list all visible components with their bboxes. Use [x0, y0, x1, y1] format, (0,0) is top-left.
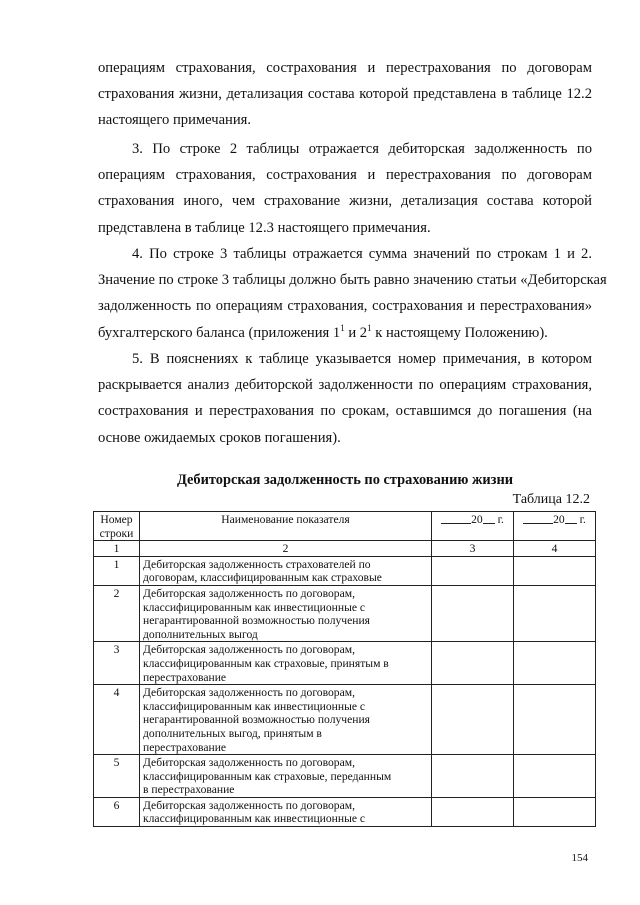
text-line: представлена в таблице 12.3 настоящего примечания. — [98, 219, 431, 236]
indicator-name — [140, 755, 432, 798]
table-row — [94, 685, 596, 755]
indicator-text-line: дополнительных выгод — [143, 627, 258, 641]
value-cell — [514, 755, 596, 798]
text-line: страхования иного, чем страхование жизни, детализация состава которой — [98, 193, 592, 210]
blank-line — [523, 513, 553, 524]
superscript: 1 — [340, 322, 345, 333]
indicator-text-line: перестрахование — [143, 670, 227, 684]
table-row — [94, 642, 596, 685]
text-line: основе ожидаемых сроков погашения). — [98, 429, 341, 446]
row-number: 6 — [94, 797, 140, 826]
text-line — [98, 320, 592, 346]
indicator-text-line: Дебиторская задолженность по договорам, — [143, 798, 355, 812]
row-number: 3 — [94, 642, 140, 685]
column-number: 3 — [432, 541, 514, 557]
text-line: раскрывается анализ дебиторской задолженности по операциям страхования, — [98, 377, 592, 394]
blank-line — [441, 513, 471, 524]
indicator-text-line: негарантированной возможностью получения — [143, 614, 371, 628]
table-row — [94, 585, 596, 641]
indicator-text-line: Дебиторская задолженность страхователей по — [143, 557, 371, 571]
receivables-table — [93, 511, 596, 827]
table-title: Дебиторская задолженность по страхованию жизни — [176, 472, 514, 488]
paragraph-3 — [98, 136, 592, 241]
indicator-text-line: классифицированным как страховые, принятым в — [143, 656, 389, 670]
table-body — [94, 556, 596, 826]
paragraph-1 — [98, 55, 592, 134]
header-year-1 — [432, 512, 514, 541]
blank-line — [483, 513, 495, 524]
header-text: Номер — [100, 513, 133, 526]
indicator-name — [140, 797, 432, 826]
header-text: Наименование показателя — [221, 513, 350, 526]
indicator-text-line: классифицированным как страховые, переданным — [143, 769, 392, 783]
column-number: 1 — [94, 541, 140, 557]
text-line: настоящего примечания. — [98, 112, 252, 129]
indicator-text-line: Дебиторская задолженность по договорам, — [143, 586, 355, 600]
text-fragment: и 2 — [344, 324, 368, 341]
year-suffix: г. — [579, 513, 586, 526]
indicator-name — [140, 585, 432, 641]
value-cell — [432, 556, 514, 585]
table-row — [94, 755, 596, 798]
value-cell — [514, 556, 596, 585]
value-cell — [432, 797, 514, 826]
text-fragment: к настоящему Положению). — [371, 324, 548, 341]
header-indicator-name — [140, 512, 432, 541]
text-line: страхования жизни, детализация состава которой представлена в таблице 12.2 — [98, 86, 592, 103]
indicator-text-line: Дебиторская задолженность по договорам, — [143, 686, 355, 700]
indicator-text-line: в перестрахование — [143, 783, 235, 797]
value-cell — [432, 642, 514, 685]
page-number: 154 — [571, 852, 588, 864]
indicator-text-line: договорам, классифицированным как страховые — [143, 571, 382, 585]
row-number: 2 — [94, 585, 140, 641]
value-cell — [514, 585, 596, 641]
header-text: строки — [99, 526, 134, 540]
indicator-name — [140, 642, 432, 685]
indicator-name — [140, 556, 432, 585]
header-row-number — [94, 512, 140, 541]
indicator-name — [140, 685, 432, 755]
value-cell — [514, 685, 596, 755]
indicator-text-line: классифицированным как инвестиционные с — [143, 699, 366, 713]
year-prefix: 20 — [553, 513, 565, 526]
paragraph-5 — [98, 346, 592, 451]
text-line: операциям страхования, сострахования и перестрахования по договорам — [98, 60, 592, 76]
text-fragment: бухгалтерского баланса (приложения 1 — [98, 324, 341, 341]
table-label: Таблица 12.2 — [512, 492, 590, 507]
text-line: 4. По строке 3 таблицы отражается сумма значений по строкам 1 и 2. — [132, 246, 592, 262]
column-number-row — [94, 541, 596, 557]
paragraph-4 — [98, 241, 607, 346]
row-number: 5 — [94, 755, 140, 798]
year-suffix: г. — [497, 513, 504, 526]
indicator-text-line: классифицированным как инвестиционные с — [143, 812, 366, 826]
value-cell — [432, 585, 514, 641]
text-line: задолженность по операциям страхования, сострахования и перестрахования» — [98, 298, 592, 315]
table-header-row — [94, 512, 596, 541]
superscript: 1 — [367, 322, 372, 333]
text-line: операциям страхования, сострахования и перестрахования по договорам — [98, 167, 592, 184]
header-year-2 — [514, 512, 596, 541]
value-cell — [432, 755, 514, 798]
row-number: 4 — [94, 685, 140, 755]
column-number: 4 — [514, 541, 596, 557]
text-line: сострахования и перестрахования по срокам, оставшимся до погашения (на — [98, 403, 592, 420]
indicator-text-line: дополнительных выгод, принятым в — [143, 726, 322, 740]
column-number: 2 — [140, 541, 432, 557]
row-number: 1 — [94, 556, 140, 585]
indicator-text-line: Дебиторская задолженность по договорам, — [143, 756, 355, 770]
text-line: 3. По строке 2 таблицы отражается дебиторская задолженность по — [132, 141, 592, 157]
blank-line — [565, 513, 577, 524]
value-cell — [514, 797, 596, 826]
text-line: Значение по строке 3 таблицы должно быть равно значению статьи «Дебиторская — [98, 272, 607, 289]
table-row — [94, 556, 596, 585]
indicator-text-line: классифицированным как инвестиционные с — [143, 600, 366, 614]
year-prefix: 20 — [471, 513, 483, 526]
indicator-text-line: перестрахование — [143, 740, 227, 754]
indicator-text-line: негарантированной возможностью получения — [143, 713, 371, 727]
value-cell — [514, 642, 596, 685]
text-line: 5. В пояснениях к таблице указывается номер примечания, в котором — [132, 351, 592, 367]
indicator-text-line: Дебиторская задолженность по договорам, — [143, 643, 355, 657]
value-cell — [432, 685, 514, 755]
table-row — [94, 797, 596, 826]
